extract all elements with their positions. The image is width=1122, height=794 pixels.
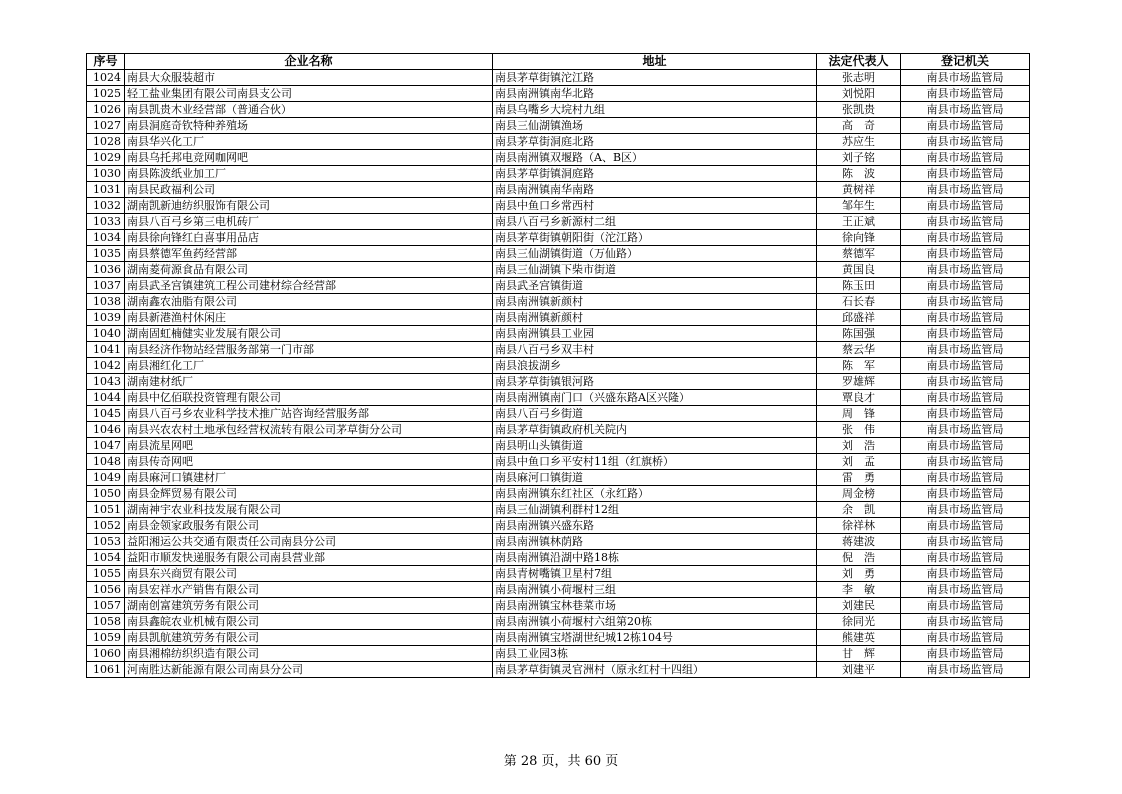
cell-no: 1031 xyxy=(87,182,125,198)
cell-no: 1043 xyxy=(87,374,125,390)
cell-no: 1050 xyxy=(87,486,125,502)
cell-rep: 陈玉田 xyxy=(817,278,901,294)
table-row xyxy=(87,358,1030,374)
cell-name: 轻工盐业集团有限公司南县支公司 xyxy=(125,86,493,102)
cell-name: 南县武圣宫镇建筑工程公司建材综合经营部 xyxy=(125,278,493,294)
cell-rep: 余 凯 xyxy=(817,502,901,518)
cell-address: 南县南洲镇宝林巷菜市场 xyxy=(493,598,817,614)
cell-address: 南县八百弓乡街道 xyxy=(493,406,817,422)
table-row xyxy=(87,70,1030,86)
table-row xyxy=(87,534,1030,550)
cell-address: 南县南洲镇林荫路 xyxy=(493,534,817,550)
cell-rep: 黄树祥 xyxy=(817,182,901,198)
cell-authority: 南县市场监管局 xyxy=(901,262,1030,278)
cell-name: 南县洞庭奇钦特种养殖场 xyxy=(125,118,493,134)
cell-name: 南县湘红化工厂 xyxy=(125,358,493,374)
cell-address: 南县南洲镇县工业园 xyxy=(493,326,817,342)
cell-no: 1033 xyxy=(87,214,125,230)
cell-address: 南县青树嘴镇卫星村7组 xyxy=(493,566,817,582)
cell-no: 1048 xyxy=(87,454,125,470)
cell-address: 南县八百弓乡双丰村 xyxy=(493,342,817,358)
cell-name: 南县金辉贸易有限公司 xyxy=(125,486,493,502)
cell-address: 南县乌嘴乡大垸村九组 xyxy=(493,102,817,118)
cell-name: 南县大众服装超市 xyxy=(125,70,493,86)
cell-authority: 南县市场监管局 xyxy=(901,294,1030,310)
cell-name: 南县兴农农村土地承包经营权流转有限公司茅草街分公司 xyxy=(125,422,493,438)
table-row xyxy=(87,438,1030,454)
cell-rep: 张 伟 xyxy=(817,422,901,438)
table-row xyxy=(87,102,1030,118)
cell-address: 南县南洲镇小荷堰村三组 xyxy=(493,582,817,598)
cell-no: 1038 xyxy=(87,294,125,310)
cell-rep: 甘 辉 xyxy=(817,646,901,662)
cell-authority: 南县市场监管局 xyxy=(901,278,1030,294)
cell-no: 1036 xyxy=(87,262,125,278)
cell-no: 1028 xyxy=(87,134,125,150)
cell-address: 南县南洲镇南门口（兴盛东路A区兴隆） xyxy=(493,390,817,406)
cell-rep: 刘悦阳 xyxy=(817,86,901,102)
cell-rep: 刘 勇 xyxy=(817,566,901,582)
cell-name: 南县麻河口镇建材厂 xyxy=(125,470,493,486)
table-row xyxy=(87,246,1030,262)
cell-address: 南县茅草街镇洞庭路 xyxy=(493,166,817,182)
cell-no: 1049 xyxy=(87,470,125,486)
cell-address: 南县三仙湖镇下柴市街道 xyxy=(493,262,817,278)
cell-name: 湖南创富建筑劳务有限公司 xyxy=(125,598,493,614)
cell-rep: 周金榜 xyxy=(817,486,901,502)
cell-authority: 南县市场监管局 xyxy=(901,70,1030,86)
cell-no: 1051 xyxy=(87,502,125,518)
cell-no: 1045 xyxy=(87,406,125,422)
cell-rep: 刘 孟 xyxy=(817,454,901,470)
cell-address: 南县茅草街镇朝阳街（沱江路） xyxy=(493,230,817,246)
cell-address: 南县茅草街镇沱江路 xyxy=(493,70,817,86)
cell-authority: 南县市场监管局 xyxy=(901,566,1030,582)
cell-name: 南县宏祥水产销售有限公司 xyxy=(125,582,493,598)
cell-name: 南县陈波纸业加工厂 xyxy=(125,166,493,182)
cell-authority: 南县市场监管局 xyxy=(901,390,1030,406)
cell-rep: 倪 浩 xyxy=(817,550,901,566)
cell-name: 南县华兴化工厂 xyxy=(125,134,493,150)
cell-authority: 南县市场监管局 xyxy=(901,406,1030,422)
table-row xyxy=(87,342,1030,358)
cell-rep: 王正斌 xyxy=(817,214,901,230)
cell-name: 南县凯贵木业经营部（普通合伙） xyxy=(125,102,493,118)
page-footer: 第 28 页，共 60 页 xyxy=(503,754,619,769)
cell-rep: 徐向锋 xyxy=(817,230,901,246)
cell-no: 1025 xyxy=(87,86,125,102)
table-row xyxy=(87,198,1030,214)
cell-name: 南县民政福利公司 xyxy=(125,182,493,198)
cell-authority: 南县市场监管局 xyxy=(901,310,1030,326)
table-row xyxy=(87,566,1030,582)
cell-no: 1026 xyxy=(87,102,125,118)
cell-authority: 南县市场监管局 xyxy=(901,598,1030,614)
cell-rep: 蒋建波 xyxy=(817,534,901,550)
cell-address: 南县茅草街洞庭北路 xyxy=(493,134,817,150)
table-row xyxy=(87,486,1030,502)
cell-no: 1039 xyxy=(87,310,125,326)
cell-no: 1059 xyxy=(87,630,125,646)
cell-name: 湖南凯新迪纺织服饰有限公司 xyxy=(125,198,493,214)
cell-address: 南县南洲镇新颜村 xyxy=(493,310,817,326)
cell-address: 南县南洲镇兴盛东路 xyxy=(493,518,817,534)
cell-address: 南县南洲镇南华南路 xyxy=(493,182,817,198)
cell-no: 1037 xyxy=(87,278,125,294)
cell-rep: 陈 波 xyxy=(817,166,901,182)
table-row xyxy=(87,390,1030,406)
cell-address: 南县浪拔湖乡 xyxy=(493,358,817,374)
table-row xyxy=(87,470,1030,486)
cell-no: 1060 xyxy=(87,646,125,662)
cell-no: 1024 xyxy=(87,70,125,86)
table-row xyxy=(87,294,1030,310)
cell-name: 益阳市顺发快递服务有限公司南县营业部 xyxy=(125,550,493,566)
table-row xyxy=(87,662,1030,678)
table-row xyxy=(87,214,1030,230)
cell-name: 南县鑫皖农业机械有限公司 xyxy=(125,614,493,630)
cell-authority: 南县市场监管局 xyxy=(901,646,1030,662)
cell-rep: 苏应生 xyxy=(817,134,901,150)
cell-name: 南县八百弓乡第三电机砖厂 xyxy=(125,214,493,230)
cell-address: 南县南洲镇双堰路（A、B区） xyxy=(493,150,817,166)
cell-authority: 南县市场监管局 xyxy=(901,150,1030,166)
table-row xyxy=(87,118,1030,134)
table-row xyxy=(87,582,1030,598)
cell-name: 南县流星网吧 xyxy=(125,438,493,454)
table-row xyxy=(87,150,1030,166)
header-address: 地址 xyxy=(493,54,817,70)
cell-address: 南县明山头镇街道 xyxy=(493,438,817,454)
cell-authority: 南县市场监管局 xyxy=(901,198,1030,214)
table-row xyxy=(87,550,1030,566)
cell-name: 河南胜达新能源有限公司南县分公司 xyxy=(125,662,493,678)
cell-no: 1035 xyxy=(87,246,125,262)
cell-name: 南县湘棉纺织织造有限公司 xyxy=(125,646,493,662)
cell-rep: 邱盛祥 xyxy=(817,310,901,326)
cell-name: 南县中亿佰联投资管理有限公司 xyxy=(125,390,493,406)
cell-rep: 石长春 xyxy=(817,294,901,310)
cell-name: 南县经济作物站经营服务部第一门市部 xyxy=(125,342,493,358)
table-row xyxy=(87,502,1030,518)
cell-no: 1046 xyxy=(87,422,125,438)
cell-no: 1032 xyxy=(87,198,125,214)
cell-authority: 南县市场监管局 xyxy=(901,582,1030,598)
cell-rep: 张志明 xyxy=(817,70,901,86)
cell-no: 1047 xyxy=(87,438,125,454)
cell-rep: 周 锋 xyxy=(817,406,901,422)
cell-rep: 蔡德军 xyxy=(817,246,901,262)
cell-rep: 张凯贵 xyxy=(817,102,901,118)
cell-name: 南县东兴商贸有限公司 xyxy=(125,566,493,582)
cell-authority: 南县市场监管局 xyxy=(901,86,1030,102)
cell-address: 南县工业园3栋 xyxy=(493,646,817,662)
cell-rep: 熊建英 xyxy=(817,630,901,646)
cell-address: 南县八百弓乡新源村二组 xyxy=(493,214,817,230)
cell-name: 湖南固虹楠健实业发展有限公司 xyxy=(125,326,493,342)
cell-authority: 南县市场监管局 xyxy=(901,374,1030,390)
cell-address: 南县南洲镇南华北路 xyxy=(493,86,817,102)
header-authority: 登记机关 xyxy=(901,54,1030,70)
cell-rep: 陈国强 xyxy=(817,326,901,342)
cell-no: 1040 xyxy=(87,326,125,342)
cell-rep: 徐同光 xyxy=(817,614,901,630)
cell-address: 南县三仙湖镇街道（万仙路） xyxy=(493,246,817,262)
cell-address: 南县茅草街镇政府机关院内 xyxy=(493,422,817,438)
cell-authority: 南县市场监管局 xyxy=(901,662,1030,678)
cell-authority: 南县市场监管局 xyxy=(901,118,1030,134)
cell-no: 1027 xyxy=(87,118,125,134)
cell-no: 1052 xyxy=(87,518,125,534)
cell-authority: 南县市场监管局 xyxy=(901,630,1030,646)
cell-address: 南县中鱼口乡平安村11组（红旗桥） xyxy=(493,454,817,470)
table-row xyxy=(87,182,1030,198)
header-name: 企业名称 xyxy=(125,54,493,70)
cell-no: 1061 xyxy=(87,662,125,678)
cell-authority: 南县市场监管局 xyxy=(901,438,1030,454)
cell-authority: 南县市场监管局 xyxy=(901,358,1030,374)
cell-name: 南县徐向锋红白喜事用品店 xyxy=(125,230,493,246)
cell-address: 南县三仙湖镇利群村12组 xyxy=(493,502,817,518)
table-row xyxy=(87,406,1030,422)
cell-address: 南县南洲镇沿湖中路18栋 xyxy=(493,550,817,566)
table-row xyxy=(87,86,1030,102)
cell-no: 1044 xyxy=(87,390,125,406)
table-row xyxy=(87,262,1030,278)
cell-authority: 南县市场监管局 xyxy=(901,518,1030,534)
table-row xyxy=(87,630,1030,646)
cell-no: 1056 xyxy=(87,582,125,598)
cell-authority: 南县市场监管局 xyxy=(901,166,1030,182)
table-row xyxy=(87,230,1030,246)
cell-address: 南县茅草街镇银河路 xyxy=(493,374,817,390)
cell-authority: 南县市场监管局 xyxy=(901,486,1030,502)
table-row xyxy=(87,646,1030,662)
cell-rep: 刘 浩 xyxy=(817,438,901,454)
cell-rep: 陈 军 xyxy=(817,358,901,374)
cell-no: 1054 xyxy=(87,550,125,566)
cell-rep: 蔡云华 xyxy=(817,342,901,358)
table-row xyxy=(87,374,1030,390)
cell-authority: 南县市场监管局 xyxy=(901,214,1030,230)
enterprise-table xyxy=(86,53,1030,678)
cell-address: 南县南洲镇新颜村 xyxy=(493,294,817,310)
cell-name: 湖南菱荷源食品有限公司 xyxy=(125,262,493,278)
cell-authority: 南县市场监管局 xyxy=(901,534,1030,550)
table-row xyxy=(87,310,1030,326)
table-row xyxy=(87,326,1030,342)
table-row xyxy=(87,518,1030,534)
cell-rep: 黄国良 xyxy=(817,262,901,278)
cell-address: 南县南洲镇小荷堰村六组第20栋 xyxy=(493,614,817,630)
cell-address: 南县三仙湖镇渔场 xyxy=(493,118,817,134)
cell-authority: 南县市场监管局 xyxy=(901,342,1030,358)
cell-name: 湖南神宇农业科技发展有限公司 xyxy=(125,502,493,518)
cell-name: 南县乌托邦电竞网咖网吧 xyxy=(125,150,493,166)
cell-name: 湖南鑫农油脂有限公司 xyxy=(125,294,493,310)
cell-authority: 南县市场监管局 xyxy=(901,326,1030,342)
table-row xyxy=(87,134,1030,150)
header-rep: 法定代表人 xyxy=(817,54,901,70)
cell-rep: 高 奇 xyxy=(817,118,901,134)
table-row xyxy=(87,614,1030,630)
header-no: 序号 xyxy=(87,54,125,70)
cell-no: 1057 xyxy=(87,598,125,614)
cell-rep: 刘建平 xyxy=(817,662,901,678)
cell-address: 南县茅草街镇灵官洲村（原永红村十四组） xyxy=(493,662,817,678)
cell-rep: 覃良才 xyxy=(817,390,901,406)
cell-name: 南县蔡德军鱼药经营部 xyxy=(125,246,493,262)
cell-authority: 南县市场监管局 xyxy=(901,246,1030,262)
table-row xyxy=(87,278,1030,294)
cell-no: 1029 xyxy=(87,150,125,166)
cell-no: 1034 xyxy=(87,230,125,246)
cell-name: 南县传奇网吧 xyxy=(125,454,493,470)
cell-address: 南县南洲镇东红社区（永红路） xyxy=(493,486,817,502)
cell-rep: 李 敏 xyxy=(817,582,901,598)
cell-authority: 南县市场监管局 xyxy=(901,454,1030,470)
cell-authority: 南县市场监管局 xyxy=(901,614,1030,630)
cell-authority: 南县市场监管局 xyxy=(901,102,1030,118)
cell-authority: 南县市场监管局 xyxy=(901,470,1030,486)
cell-address: 南县麻河口镇街道 xyxy=(493,470,817,486)
cell-authority: 南县市场监管局 xyxy=(901,422,1030,438)
table-body xyxy=(87,70,1030,678)
cell-rep: 刘子铭 xyxy=(817,150,901,166)
cell-authority: 南县市场监管局 xyxy=(901,134,1030,150)
cell-name: 南县八百弓乡农业科学技术推广站咨询经营服务部 xyxy=(125,406,493,422)
table-row xyxy=(87,454,1030,470)
table-row xyxy=(87,598,1030,614)
cell-authority: 南县市场监管局 xyxy=(901,182,1030,198)
table-row xyxy=(87,422,1030,438)
cell-no: 1030 xyxy=(87,166,125,182)
cell-name: 益阳湘运公共交通有限责任公司南县分公司 xyxy=(125,534,493,550)
cell-rep: 罗雄辉 xyxy=(817,374,901,390)
cell-rep: 刘建民 xyxy=(817,598,901,614)
cell-no: 1058 xyxy=(87,614,125,630)
cell-address: 南县中鱼口乡常西村 xyxy=(493,198,817,214)
cell-address: 南县武圣宫镇街道 xyxy=(493,278,817,294)
cell-name: 南县凯航建筑劳务有限公司 xyxy=(125,630,493,646)
cell-no: 1041 xyxy=(87,342,125,358)
cell-name: 湖南建材纸厂 xyxy=(125,374,493,390)
table-header-row xyxy=(87,54,1030,70)
cell-no: 1055 xyxy=(87,566,125,582)
cell-no: 1042 xyxy=(87,358,125,374)
cell-name: 南县新港渔村休闲庄 xyxy=(125,310,493,326)
cell-rep: 徐祥林 xyxy=(817,518,901,534)
cell-name: 南县金领家政服务有限公司 xyxy=(125,518,493,534)
table-row xyxy=(87,166,1030,182)
cell-rep: 邹年生 xyxy=(817,198,901,214)
cell-address: 南县南洲镇宝塔湖世纪城12栋104号 xyxy=(493,630,817,646)
cell-rep: 雷 勇 xyxy=(817,470,901,486)
cell-authority: 南县市场监管局 xyxy=(901,230,1030,246)
cell-authority: 南县市场监管局 xyxy=(901,502,1030,518)
cell-authority: 南县市场监管局 xyxy=(901,550,1030,566)
cell-no: 1053 xyxy=(87,534,125,550)
